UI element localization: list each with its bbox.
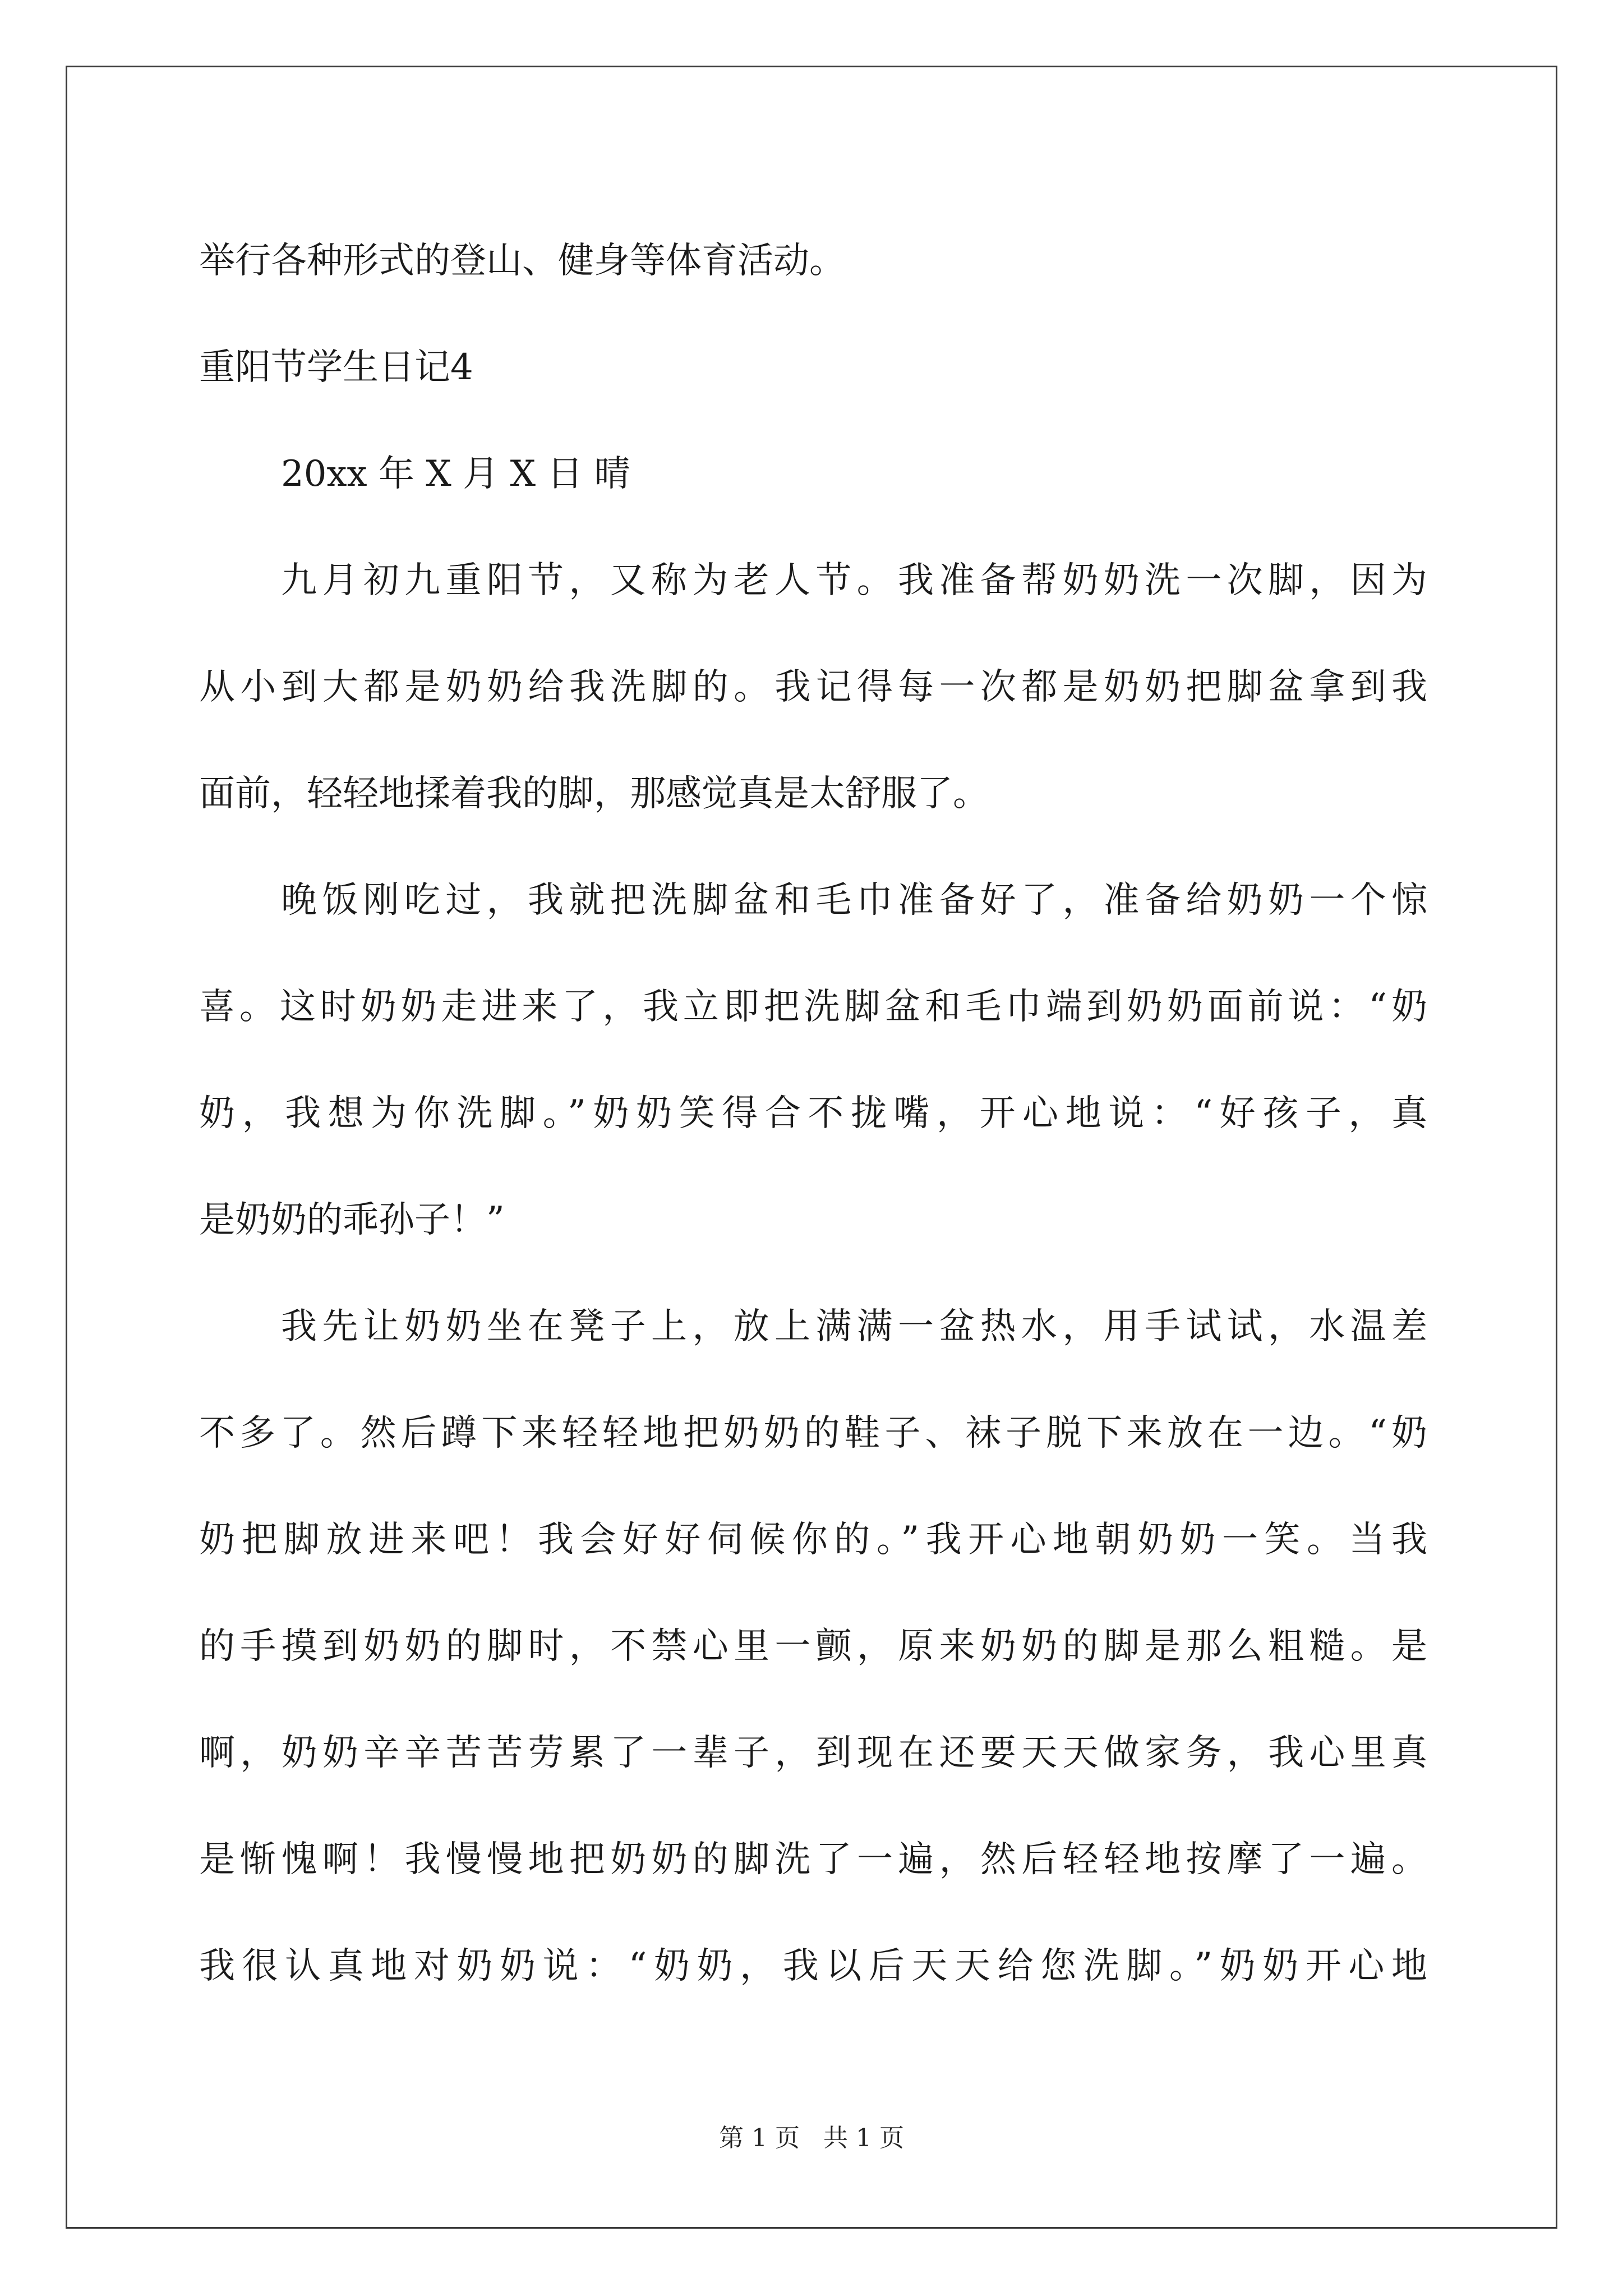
- text-line-12: 不多了。然后蹲下来轻轻地把奶奶的鞋子、袜子脱下来放在一边。“奶: [199, 1412, 1427, 1454]
- text-line-9: 奶，我想为你洗脚。”奶奶笑得合不拢嘴，开心地说：“好孩子，真: [199, 1093, 1427, 1134]
- text-line-5: 从小到大都是奶奶给我洗脚的。我记得每一次都是奶奶把脚盆拿到我: [199, 666, 1427, 708]
- text-line-4: 九月初九重阳节，又称为老人节。我准备帮奶奶洗一次脚，因为: [281, 560, 1427, 601]
- text-line-8: 喜。这时奶奶走进来了，我立即把洗脚盆和毛巾端到奶奶面前说：“奶: [199, 986, 1427, 1028]
- text-line-16: 是惭愧啊！我慢慢地把奶奶的脚洗了一遍，然后轻轻地按摩了一遍。: [199, 1839, 1427, 1880]
- page-total: 共 1 页: [823, 2124, 904, 2152]
- text-line-7: 晚饭刚吃过，我就把洗脚盆和毛巾准备好了，准备给奶奶一个惊: [281, 880, 1427, 921]
- text-line-14: 的手摸到奶奶的脚时，不禁心里一颤，原来奶奶的脚是那么粗糙。是: [199, 1626, 1427, 1667]
- diary-date-line: 20xx 年 X 月 X 日 晴: [281, 453, 630, 495]
- section-heading: 重阳节学生日记4: [199, 347, 473, 388]
- text-line-11: 我先让奶奶坐在凳子上，放上满满一盆热水，用手试试，水温差: [281, 1306, 1427, 1347]
- text-line-13: 奶把脚放进来吧！我会好好伺候你的。”我开心地朝奶奶一笑。当我: [199, 1519, 1427, 1561]
- page-number: 第 1 页: [719, 2124, 800, 2152]
- document-body: [199, 208, 1427, 2019]
- text-line-15: 啊，奶奶辛辛苦苦劳累了一辈子，到现在还要天天做家务，我心里真: [199, 1732, 1427, 1774]
- text-line-17: 我很认真地对奶奶说：“奶奶，我以后天天给您洗脚。”奶奶开心地: [199, 1945, 1427, 1987]
- text-line-10: 是奶奶的乖孙子！”: [199, 1199, 505, 1241]
- page-footer: [0, 2118, 1623, 2154]
- text-line-6: 面前，轻轻地揉着我的脚，那感觉真是太舒服了。: [199, 773, 989, 815]
- text-line-1: 举行各种形式的登山、健身等体育活动。: [199, 240, 845, 282]
